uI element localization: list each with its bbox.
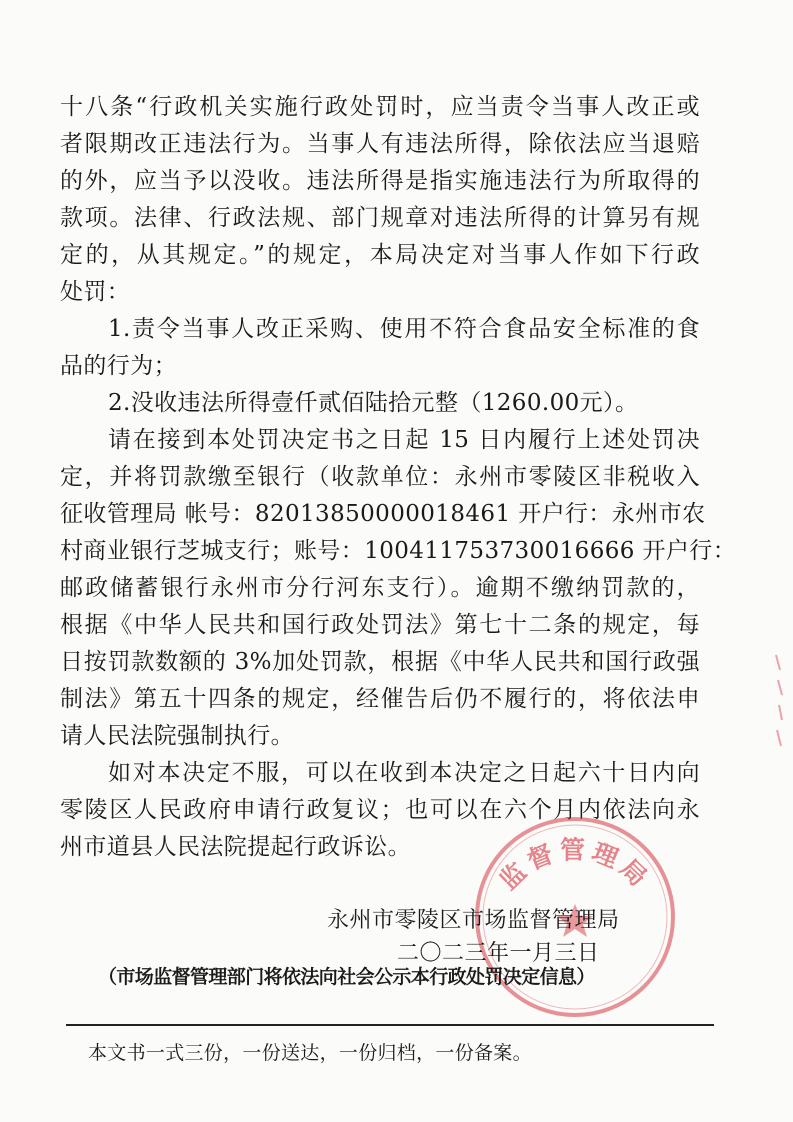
payment-paragraph-start: 请在接到本处罚决定书之日起 15 日内履行上述处罚决 [108, 427, 700, 453]
copies-note: 本文书一式三份，一份送达，一份归档，一份备案。 [88, 1042, 532, 1064]
body-line-2: 者限期改正违法行为。当事人有违法所得，除依法应当退赔 [60, 131, 700, 157]
footer-divider [66, 1024, 714, 1026]
appeal-paragraph-start: 如对本决定不服，可以在收到本决定之日起六十日内向 [108, 760, 700, 786]
body-line-14: 邮政储蓄银行永州市分行河东支行）。逾期不缴纳罚款的， [60, 575, 700, 601]
body-line-21: 州市道县人民法院提起行政诉讼。 [60, 834, 411, 860]
body-line-3: 的外，应当予以没收。违法所得是指实施违法行为所取得的 [60, 168, 700, 194]
body-line-5: 定的，从其规定。”的规定，本局决定对当事人作如下行政 [60, 242, 700, 268]
body-line-17: 制法》第五十四条的规定，经催告后仍不履行的，将依法申 [60, 686, 700, 712]
body-line-12: 征收管理局 帐号：82013850000018461 开户行：永州市农 [60, 501, 706, 527]
body-line-11: 定，并将罚款缴至银行（收款单位：永州市零陵区非税收入 [60, 464, 700, 490]
body-line-16: 日按罚款数额的 3%加处罚款，根据《中华人民共和国行政强 [60, 649, 700, 675]
body-line-13: 村商业银行芝城支行；账号：100411753730016666 开户行： [60, 538, 737, 564]
seal-text: 监督管理局 [493, 835, 657, 896]
body-line-4: 款项。法律、行政法规、部门规章对违法所得的计算另有规 [60, 205, 700, 231]
penalty-item-2: 2.没收违法所得壹仟贰佰陆拾元整（1260.00元）。 [108, 390, 639, 416]
issue-date: 二〇二三年一月三日 [397, 941, 600, 966]
body-line-20: 零陵区人民政府申请行政复议；也可以在六个月内依法向永 [60, 797, 700, 823]
body-line-1: 十八条“行政机关实施行政处罚时，应当责令当事人改正或 [60, 94, 700, 120]
issuing-authority: 永州市零陵区市场监督管理局 [327, 908, 620, 933]
penalty-item-1: 1.责令当事人改正采购、使用不符合食品安全标准的食 [108, 316, 700, 342]
body-line-8: 品的行为； [60, 353, 177, 379]
seal-edge-mark [770, 650, 790, 760]
publicity-notice: （市场监督管理部门将依法向社会公示本行政处罚决定信息） [98, 966, 595, 988]
body-line-6: 处罚： [60, 279, 131, 305]
body-line-18: 请人民法院强制执行。 [60, 723, 294, 749]
body-line-15: 根据《中华人民共和国行政处罚法》第七十二条的规定，每 [60, 612, 700, 638]
